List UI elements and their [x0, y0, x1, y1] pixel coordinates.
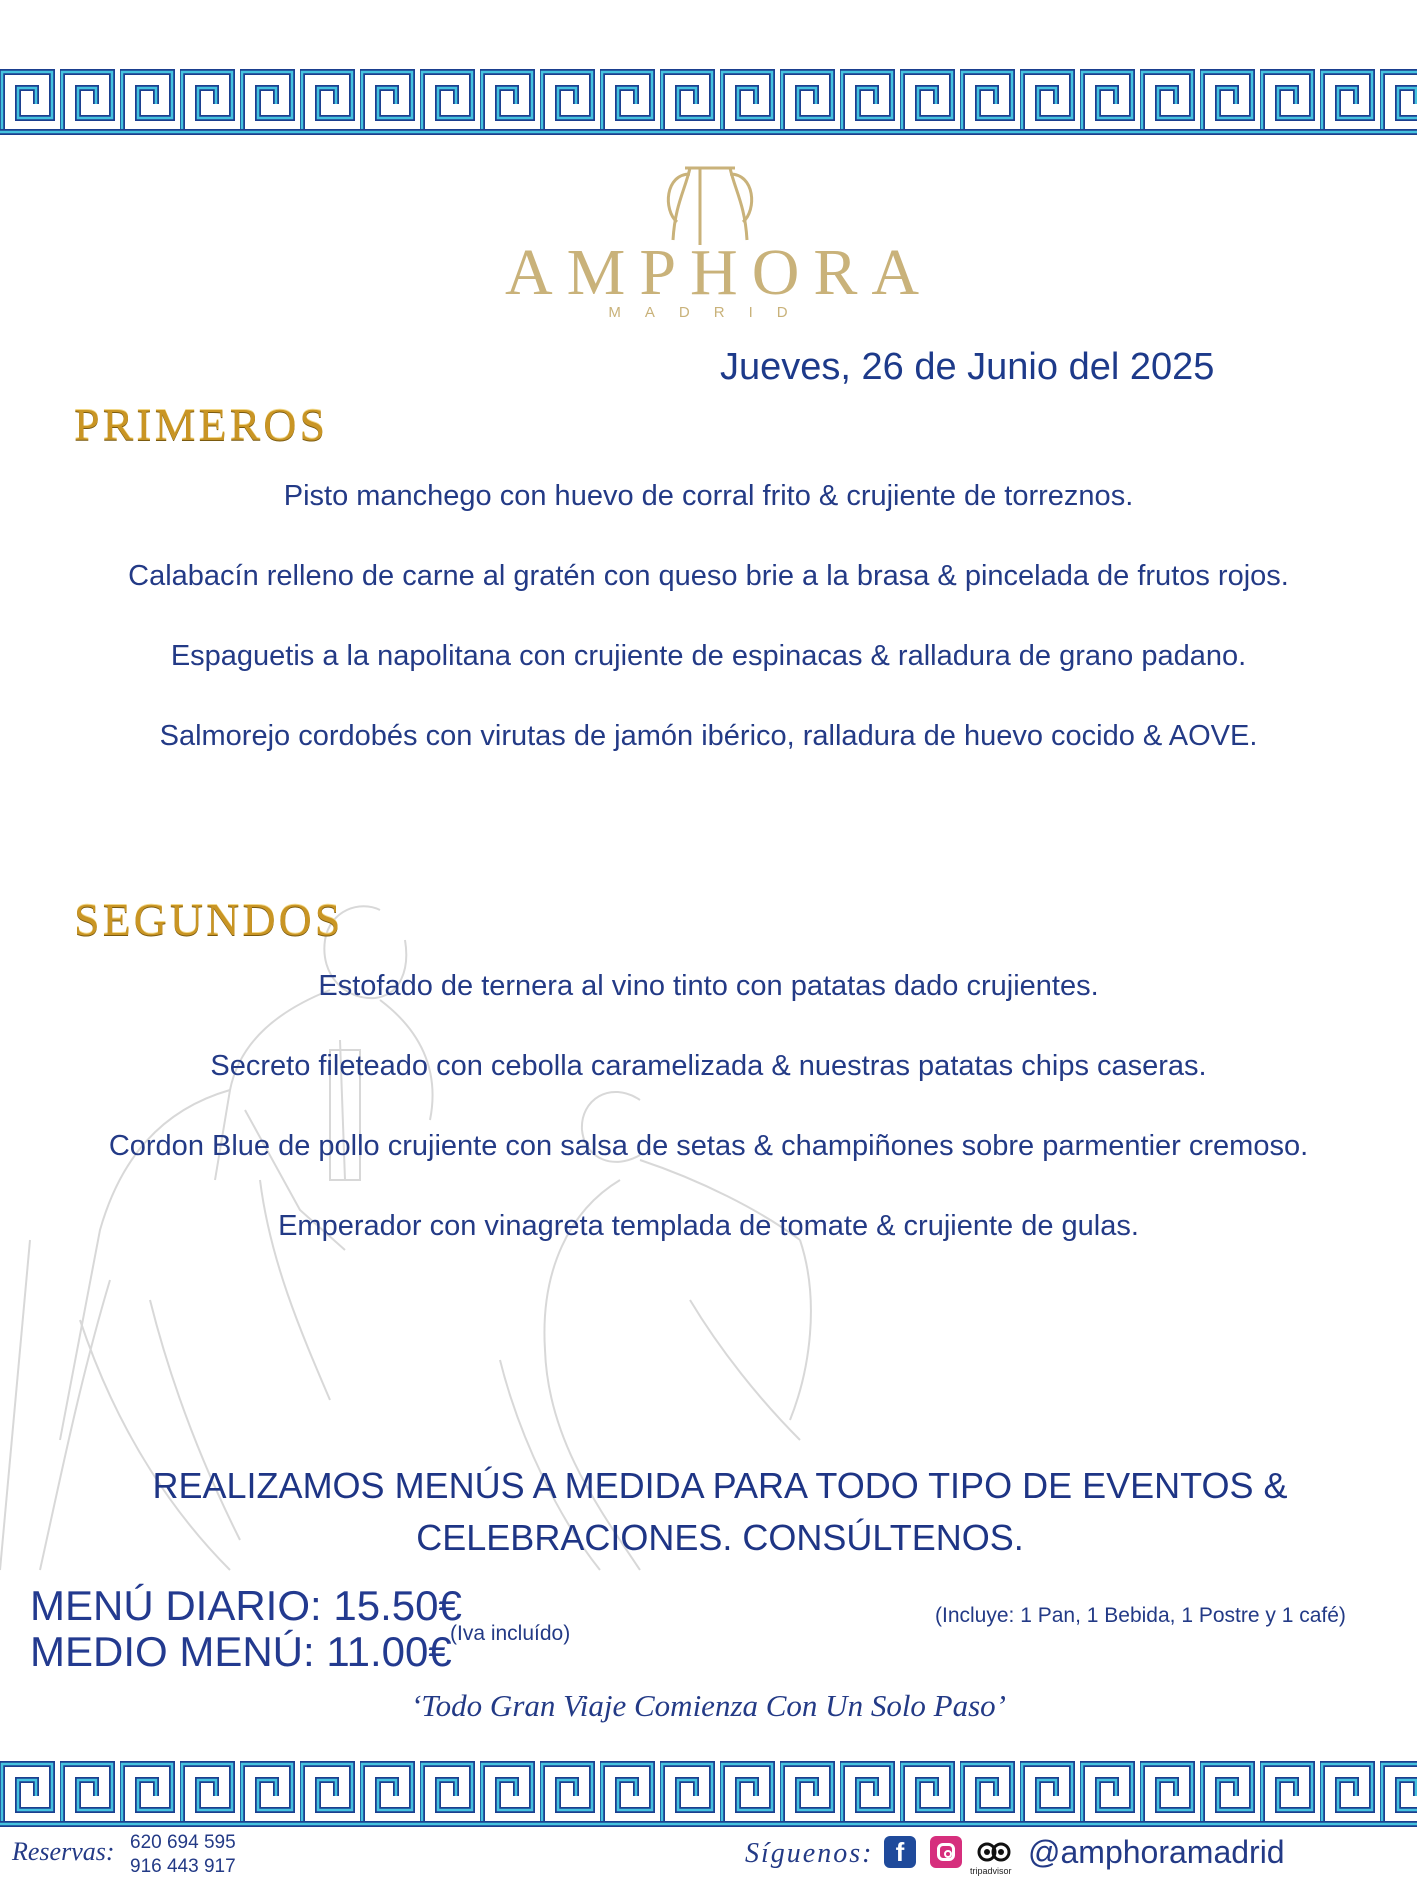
events-promo	[100, 1460, 1340, 1564]
segundos-item: Emperador con vinagreta templada de tomate & crujiente de gulas.	[278, 1210, 1139, 1242]
bottom-greek-key-border	[0, 1758, 1417, 1830]
facebook-icon[interactable]: f	[884, 1836, 916, 1868]
medio-menu-price: MEDIO MENÚ: 11.00€	[30, 1628, 452, 1675]
segundos-item: Estofado de ternera al vino tinto con patatas dado crujientes.	[318, 970, 1099, 1002]
phone-number[interactable]: 916 443 917	[130, 1856, 236, 1877]
promo-line-2: CELEBRACIONES. CONSÚLTENOS.	[416, 1517, 1024, 1558]
logo-wordmark: AMPHORA	[505, 236, 934, 309]
instagram-icon[interactable]	[930, 1836, 962, 1868]
primeros-item: Espaguetis a la napolitana con crujiente de espinacas & ralladura de grano padano.	[170, 640, 1247, 672]
menu-date: Jueves, 26 de Junio del 2025	[720, 346, 1215, 388]
tripadvisor-icon[interactable]	[976, 1836, 1012, 1868]
primeros-heading: PRIMEROS	[74, 399, 329, 450]
iva-note: (Iva incluído)	[450, 1622, 571, 1645]
includes-note: (Incluye: 1 Pan, 1 Bebida, 1 Postre y 1 café)	[935, 1604, 1346, 1627]
logo-subtitle: MADRID	[608, 304, 812, 321]
social-handle[interactable]: @amphoramadrid	[1028, 1834, 1285, 1870]
promo-line-1: REALIZAMOS MENÚS A MEDIDA PARA TODO TIPO DE EVENTOS &	[152, 1465, 1288, 1506]
top-greek-key-border	[0, 66, 1417, 138]
primeros-item: Pisto manchego con huevo de corral frito & crujiente de torreznos.	[283, 480, 1134, 512]
amphora-logo	[505, 160, 934, 340]
primeros-item: Salmorejo cordobés con virutas de jamón ibérico, ralladura de huevo cocido & AOVE.	[159, 720, 1258, 752]
tripadvisor-label: tripadvisor	[970, 1866, 1012, 1876]
phone-number[interactable]: 620 694 595	[130, 1832, 236, 1853]
reservas-label: Reservas:	[12, 1837, 115, 1866]
segundos-item: Cordon Blue de pollo crujiente con salsa de setas & champiñones sobre parmentier cremoso.	[108, 1130, 1309, 1162]
siguenos-label: Síguenos:	[745, 1838, 874, 1869]
quote: ‘Todo Gran Viaje Comienza Con Un Solo Paso’	[410, 1688, 1007, 1723]
menu-diario-price: MENÚ DIARIO: 15.50€	[30, 1582, 462, 1629]
segundos-item: Secreto fileteado con cebolla caramelizada & nuestras patatas chips caseras.	[210, 1050, 1207, 1082]
primeros-item: Calabacín relleno de carne al gratén con queso brie a la brasa & pincelada de frutos rojos.	[128, 560, 1289, 592]
segundos-heading: SEGUNDOS	[74, 894, 344, 945]
